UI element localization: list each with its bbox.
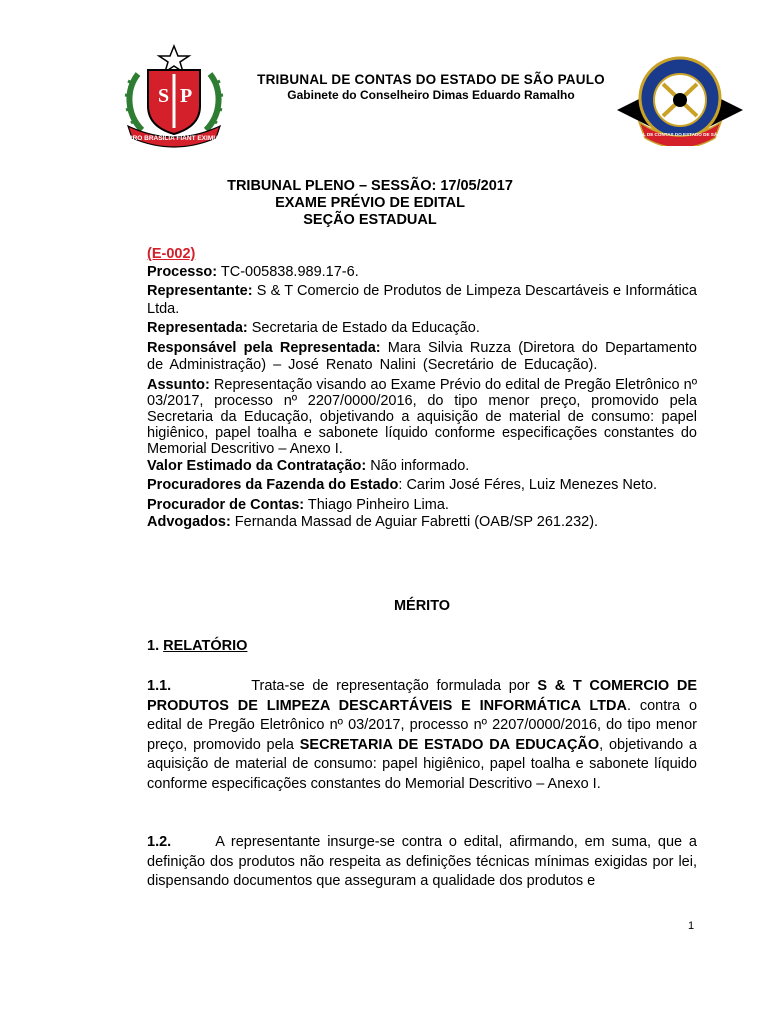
responsavel-value: Mara Silvia Ruzza (Diretora do Departamento de Administração) – José Renato Nalini (Secretário de Educação). [147, 339, 697, 373]
valor-label: Valor Estimado da Contratação: [147, 457, 367, 474]
representada-value: Secretaria de Estado da Educação. [247, 320, 480, 336]
paragraph-1-1 [147, 677, 697, 794]
sao-paulo-coat-of-arms-logo [120, 44, 228, 148]
paragraph-1-2 [147, 833, 697, 892]
processo-value: TC-005838.989.17-6. [217, 263, 359, 280]
session-heading [140, 178, 600, 229]
paragraph-text: A representante insurge-se contra o edital, afirmando, em suma, que a definição dos produtos não respeita as definições técnicas mínimas exigidas por lei, dispensando documentos que asseguram a qualidade dos produtos e [147, 834, 697, 889]
valor-line [147, 458, 697, 476]
relatorio-heading [147, 638, 247, 654]
tce-sp-logo [617, 50, 743, 146]
processo-label: Processo: [147, 263, 218, 280]
representada-label: Representada: [147, 320, 248, 336]
secretaria-name: SECRETARIA DE ESTADO DA EDUCAÇÃO [299, 736, 600, 753]
relatorio-number: 1. [147, 638, 164, 654]
assunto-label: Assunto: [147, 376, 210, 393]
procuradores-value: : Carim José Féres, Luiz Menezes Neto. [398, 477, 658, 494]
valor-value: Não informado. [366, 457, 470, 474]
procuradores-line [147, 477, 697, 495]
assunto-value: Representação visando ao Exame Prévio do edital de Pregão Eletrônico nº 03/2017, processo nº 2207/0000/2016, do tipo menor preço, promovido pela Secretaria da Educação, objetivando a aquisição de material de consumo: papel higiênico, papel toalha e sabonete líquido conforme especificações constantes do Memorial Descritivo – Anexo I. [147, 376, 697, 458]
case-info [147, 246, 697, 532]
representante-value: S & T Comercio de Produtos de Limpeza Descartáveis e Informática Ltda. [147, 283, 697, 317]
organization-header [236, 72, 626, 102]
case-code: (E-002) [147, 246, 196, 262]
paragraph-text: . contra o edital de Pregão Eletrônico nº 03/2017, processo nº 2207/0000/2016, do tipo menor preço, promovido pela [147, 697, 698, 753]
advogados-value: Fernanda Massad de Aguiar Fabretti (OAB/SP 261.232). [230, 514, 599, 531]
session-line: TRIBUNAL PLENO – SESSÃO: 17/05/2017 [227, 178, 513, 194]
representante-line [147, 283, 697, 318]
section-line: SEÇÃO ESTADUAL [303, 212, 437, 228]
seal-motto: PRO BRASILIA FIANT EXIMIA [128, 135, 220, 142]
seal-ribbon-text: TRIBUNAL DE CONTAS DO ESTADO DE SÃO PAULO [622, 132, 738, 137]
responsavel-line [147, 340, 697, 375]
representante-name: S & T COMERCIO DE PRODUTOS DE LIMPEZA DESCARTÁVEIS E INFORMÁTICA LTDA [147, 678, 697, 714]
procuradores-label: Procuradores da Fazenda do Estado [147, 477, 399, 494]
procurador-contas-value: Thiago Pinheiro Lima. [304, 496, 449, 513]
merito-heading: MÉRITO [393, 598, 451, 614]
procurador-contas-line [147, 497, 697, 515]
svg-text:S: S [158, 85, 170, 107]
paragraph-number: 1.1. [147, 678, 172, 694]
paragraph-number: 1.2. [147, 834, 172, 850]
representante-label: Representante: [147, 283, 253, 299]
cabinet-name: Gabinete do Conselheiro Dimas Eduardo Ramalho [287, 88, 575, 102]
processo-line [147, 264, 697, 282]
procurador-contas-label: Procurador de Contas: [147, 496, 305, 513]
advogados-label: Advogados: [147, 514, 231, 531]
organization-name: TRIBUNAL DE CONTAS DO ESTADO DE SÃO PAULO [257, 72, 605, 87]
assunto-line [147, 377, 697, 458]
paragraph-text: , objetivando a aquisição de material de consumo: papel higiênico, papel toalha e sabonete líquido conforme especificações constantes do Memorial Descritivo – Anexo I. [147, 736, 697, 792]
advogados-line [147, 514, 697, 532]
exam-type-line: EXAME PRÉVIO DE EDITAL [275, 195, 465, 211]
page-number: 1 [688, 920, 695, 932]
paragraph-text: Trata-se de representação formulada por [251, 678, 538, 694]
svg-text:P: P [180, 85, 193, 107]
representada-line [147, 320, 697, 338]
responsavel-label: Responsável pela Representada: [147, 339, 381, 356]
relatorio-title: RELATÓRIO [163, 638, 248, 654]
